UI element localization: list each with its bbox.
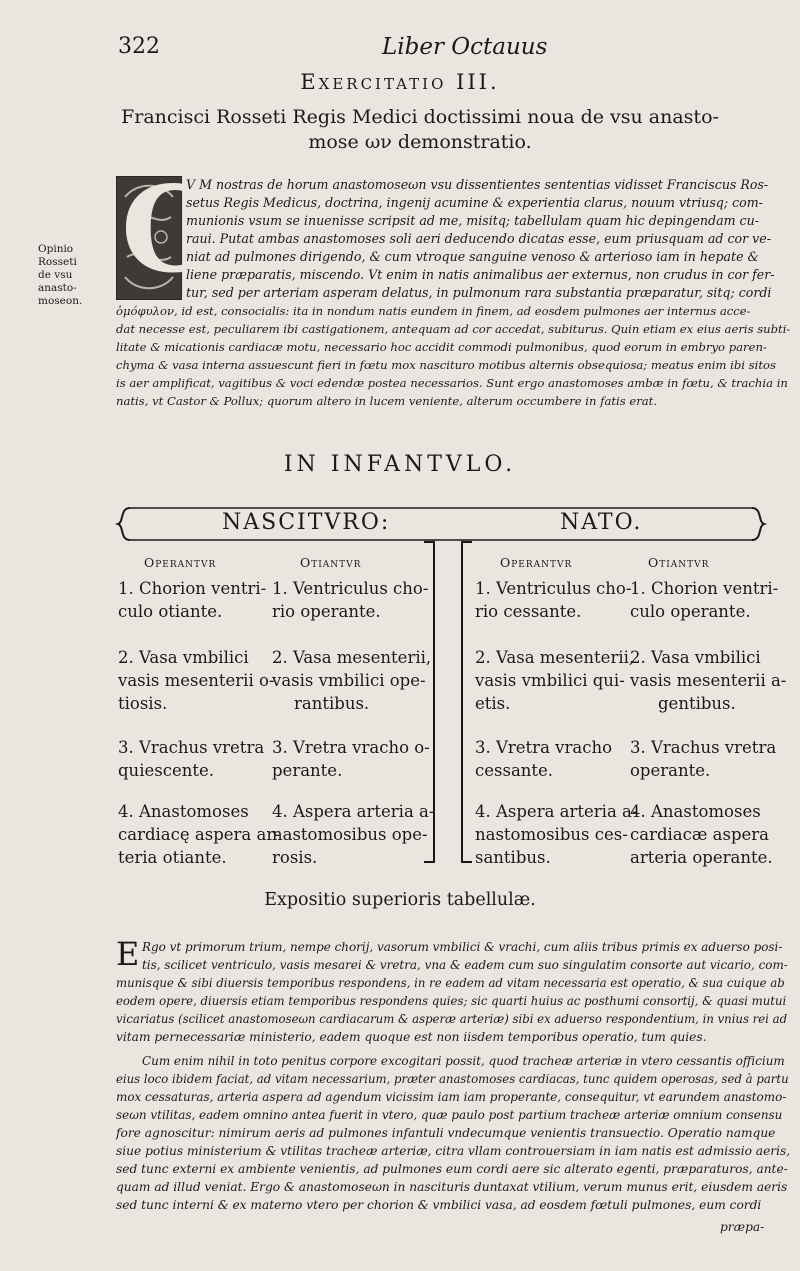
para1-line: setus Regis Medicus, doctrina, ingenij acumine & experientia clarus, nouum vtriusq; com- <box>186 195 763 210</box>
catchword: præpa- <box>720 1220 765 1234</box>
para2-line: Rgo vt primorum trium, nempe chorij, vasorum vmbilici & vrachi, cum aliis tribus primis ex aduerso posi- <box>142 940 783 954</box>
para2-line: vitam pernecessariæ ministerio, eadem quoque est non iisdem temporibus operatio, tum quies. <box>116 1030 707 1044</box>
margin-note <box>38 243 114 308</box>
page-number: 322 <box>118 34 160 59</box>
para1-line: dat necesse est, peculiarem ibi castigationem, antequam ad cor accedat, subiturus. Quin etiam ex eius aeris subti- <box>116 322 791 336</box>
margin-note-line: moseon. <box>38 295 83 307</box>
table-cell: 2. Vasa vmbilici vasis mesenterii o- tiosis. <box>118 648 275 713</box>
table-cell: 2. Vasa mesenterii, vasis vmbilici ope- rantibus. <box>272 648 432 713</box>
para1-line: munionis vsum se inuenisse scripsit ad me, misitq; tabellulam quam hic depingendam cu- <box>186 213 759 228</box>
ornamental-drop-cap <box>116 160 215 300</box>
title-line-1: Francisci Rosseti Regis Medici doctissimi noua de vsu anasto- <box>121 106 719 128</box>
table-right-title: NATO. <box>560 510 643 535</box>
col-header: Operantvr <box>144 555 217 570</box>
para1-line: ὁμόφυλον, id est, consocialis: ita in nondum natis eundem in finem, ad eosdem pulmones aer internus acce- <box>116 304 751 318</box>
table-cell: 1. Chorion ventri- culo otiante. <box>118 579 267 621</box>
para3-line: mox cessaturas, arteria aspera ad agendum vicissim iam iam properante, consequitur, vt earundem anastomo- <box>116 1090 787 1104</box>
table-cell: 4. Aspera arteria a- nastomosibus ces- santibus. <box>475 802 638 867</box>
title-line-2: mose ων demonstratio. <box>308 131 532 153</box>
para1-line: litate & micationis cardiacæ motu, necessario hoc accidit commodi pulmonibus, quod eorum in embryo paren- <box>116 340 767 354</box>
para1-line: V M nostras de horum anastomoseωn vsu dissentientes sententias vidisset Franciscus Ros- <box>186 177 769 192</box>
running-head: Liber Octauus <box>382 34 548 60</box>
para1-line: raui. Putat ambas anastomoses soli aeri deducendo dicatas esse, eum priusquam ad cor ve- <box>186 231 771 246</box>
drop-cap-letter: C <box>121 160 215 299</box>
table-cell: 3. Vretra vracho o- perante. <box>272 738 430 780</box>
right-column-bracket <box>458 540 472 864</box>
para3-line: sed tunc interni & ex materno vtero per chorion & vmbilici vasa, ad eosdem fœtuli pulmones, eum cordi <box>116 1198 762 1212</box>
para3-line: fore agnoscitur: nimirum aeris ad pulmones infantuli vndecumque venientis transuectio. Operatio namque <box>116 1126 776 1140</box>
para2-line: munisque & sibi diuersis temporibus respondens, in re eadem ad vitam necessaria est operatio, & sua cuique ab <box>116 976 785 990</box>
table-top-brace <box>116 502 766 546</box>
table-cell: 4. Anastomoses cardiacę aspera ar- teria otiante. <box>118 802 280 867</box>
para2-line: vicariatus (scilicet anastomoseωn cardiacarum & asperæ arteriæ) sibi ex aduerso respondentium, in vnius rei ad <box>116 1012 788 1026</box>
table-cell: 2. Vasa mesenterii, vasis vmbilici qui- etis. <box>475 648 635 713</box>
para1-line: tur, sed per arteriam asperam delatus, in pulmonum rara substantia præparatur, sitq; cordi <box>186 285 772 300</box>
para3-line: Cum enim nihil in toto penitus corpore excogitari possit, quod tracheæ arteriæ in vtero cessantis officium <box>142 1054 785 1068</box>
table-cell: 1. Ventriculus cho- rio cessante. <box>475 579 632 621</box>
exercitatio-heading: Exercitatio III. <box>300 70 500 94</box>
para1-line: niat ad pulmones dirigendo, & cum vtroque sanguine venoso & arterioso iam in hepate & <box>186 249 759 264</box>
section-title: IN INFANTVLO. <box>283 452 517 477</box>
table-cell: 4. Anastomoses cardiacæ aspera arteria operante. <box>630 802 773 867</box>
table-cell: 1. Chorion ventri- culo operante. <box>630 579 779 621</box>
table-cell: 1. Ventriculus cho- rio operante. <box>272 579 429 621</box>
para3-line: eius loco ibidem faciat, ad vitam necessarium, præter anastomoses cardiacas, tunc quidem operosas, sed à partu <box>116 1072 789 1086</box>
table-left-title: NASCITVRO: <box>222 510 391 535</box>
col-header: Otiantvr <box>300 555 362 570</box>
para3-line: quam ad illud veniat. Ergo & anastomoseωn in nascituris duntaxat vtilium, verum munus erit, eiusdem aeris <box>116 1180 788 1194</box>
margin-note-line: Opinio Rosseti <box>38 243 77 268</box>
para2-line: tis, scilicet ventriculo, vasis mesarei & vretra, vna & eadem cum suo singulatim consorte aut vicario, com- <box>142 958 788 972</box>
para1-line: liene præparatis, miscendo. Vt enim in natis animalibus aer externus, non crudus in cor fer- <box>186 267 775 282</box>
drop-cap-e: E <box>116 935 140 973</box>
para1-line: is aer amplificat, vagitibus & voci edendæ postea necessarios. Sunt ergo anastomoses ambæ in fœtu, & trachia in <box>116 376 788 390</box>
para1-line: chyma & vasa interna assuescunt fieri in fœtu mox nascituro motibus alternis obsequiosa; meatus enim ibi sitos <box>116 358 776 372</box>
para3-line: siue potius ministerium & vtilitas tracheæ arteriæ, citra vllam controuersiam in iam natis est admissio aeris, <box>116 1144 791 1158</box>
table-cell: 3. Vrachus vretra quiescente. <box>118 738 265 780</box>
table-cell: 4. Aspera arteria a- nastomosibus ope- rosis. <box>272 802 435 867</box>
para2-line: eodem opere, diuersis etiam temporibus respondens quies; sic quarti huius ac posthumi consortij, & quasi mutui <box>116 994 787 1008</box>
col-header: Operantvr <box>500 555 573 570</box>
para3-line: sed tunc externi ex ambiente venientis, ad pulmones eum cordi aere sic alterato egenti, præparaturos, ante- <box>116 1162 788 1176</box>
margin-note-line: de vsu anasto- <box>38 269 77 294</box>
col-header: Otiantvr <box>648 555 710 570</box>
table-cell: 3. Vretra vracho cessante. <box>475 738 613 780</box>
table-cell: 3. Vrachus vretra operante. <box>630 738 777 780</box>
para1-line: natis, vt Castor & Pollux; quorum altero in lucem veniente, alterum occumbere in fatis erat. <box>116 394 658 408</box>
para3-line: seωn vtilitas, eadem omnino antea fuerit in vtero, quæ paulo post partium tracheæ arteriæ omnium consensu <box>116 1108 783 1122</box>
exposition-title: Expositio superioris tabellulæ. <box>264 890 536 910</box>
table-cell: 2. Vasa vmbilici vasis mesenterii a- gentibus. <box>630 648 787 713</box>
